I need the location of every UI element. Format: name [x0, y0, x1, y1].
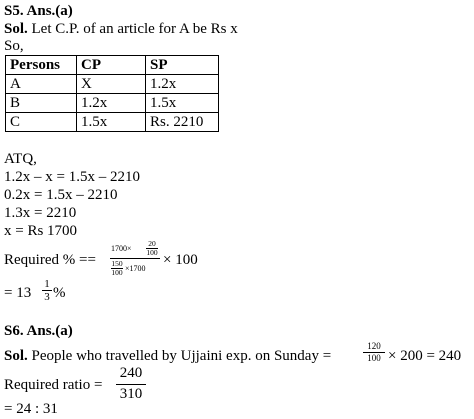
s5-heading: S5. Ans.(a) — [4, 3, 73, 19]
col-header-sp: SP — [146, 56, 219, 75]
table-header-row — [6, 56, 219, 75]
s6-frac-denominator: 100 — [367, 353, 381, 363]
table-row — [6, 113, 219, 132]
result-prefix: = 13 — [4, 285, 32, 301]
ratio-numerator: 240 — [119, 365, 143, 381]
table-cell: C — [6, 113, 77, 132]
table-cell: X — [77, 75, 146, 94]
table-cell: 1.5x — [77, 113, 146, 132]
ratio-fraction-bar — [116, 384, 146, 385]
frac-denominator-a-bottom: 100 — [111, 268, 123, 277]
table-cell: Rs. 2210 — [146, 113, 219, 132]
table-row — [6, 75, 219, 94]
required-percent-label: Required % == — [4, 252, 96, 268]
s5-solution-line — [4, 22, 238, 37]
frac-denominator-a-top: 150 — [111, 259, 123, 268]
table-cell: 1.2x — [77, 94, 146, 113]
step-line: 0.2x = 1.5x – 2210 — [4, 187, 118, 203]
atq-text: ATQ, — [4, 151, 37, 167]
sol-text: Let C.P. of an article for A be Rs x — [27, 21, 238, 37]
ratio-denominator: 310 — [119, 386, 143, 402]
result-denominator: 3 — [44, 291, 50, 303]
step-line: 1.2x – x = 1.5x – 2210 — [4, 169, 140, 185]
final-answer: = 24 : 31 — [4, 401, 58, 417]
s6-heading: S6. Ans.(a) — [4, 323, 73, 339]
table-cell: 1.2x — [146, 75, 219, 94]
ratio-label: Required ratio = — [4, 377, 103, 393]
frac-numerator-a: 1700× — [111, 244, 132, 253]
times-100: × 100 — [163, 252, 198, 268]
frac-numerator-b-top: 20 — [148, 239, 156, 248]
table-cell: A — [6, 75, 77, 94]
table-row — [6, 94, 219, 113]
step-line: x = Rs 1700 — [4, 223, 78, 239]
col-header-persons: Persons — [6, 56, 77, 75]
sol-label: Sol. — [4, 348, 28, 364]
col-header-cp: CP — [77, 56, 146, 75]
step-line: 1.3x = 2210 — [4, 205, 77, 221]
result-numerator: 1 — [44, 278, 50, 290]
frac-numerator-b-bottom: 100 — [146, 248, 158, 257]
s6-tail: × 200 = 240 — [388, 348, 462, 364]
frac-denominator-b: ×1700 — [125, 264, 146, 273]
s6-solution-line — [4, 349, 331, 364]
table-cell: B — [6, 94, 77, 113]
sol-label: Sol. — [4, 21, 28, 37]
table-cell: 1.5x — [146, 94, 219, 113]
so-text: So, — [4, 38, 24, 54]
sol-text: People who travelled by Ujjaini exp. on Sunday = — [27, 348, 332, 364]
result-suffix: % — [53, 285, 66, 301]
price-table — [5, 55, 219, 132]
s6-frac-numerator: 120 — [367, 341, 381, 351]
